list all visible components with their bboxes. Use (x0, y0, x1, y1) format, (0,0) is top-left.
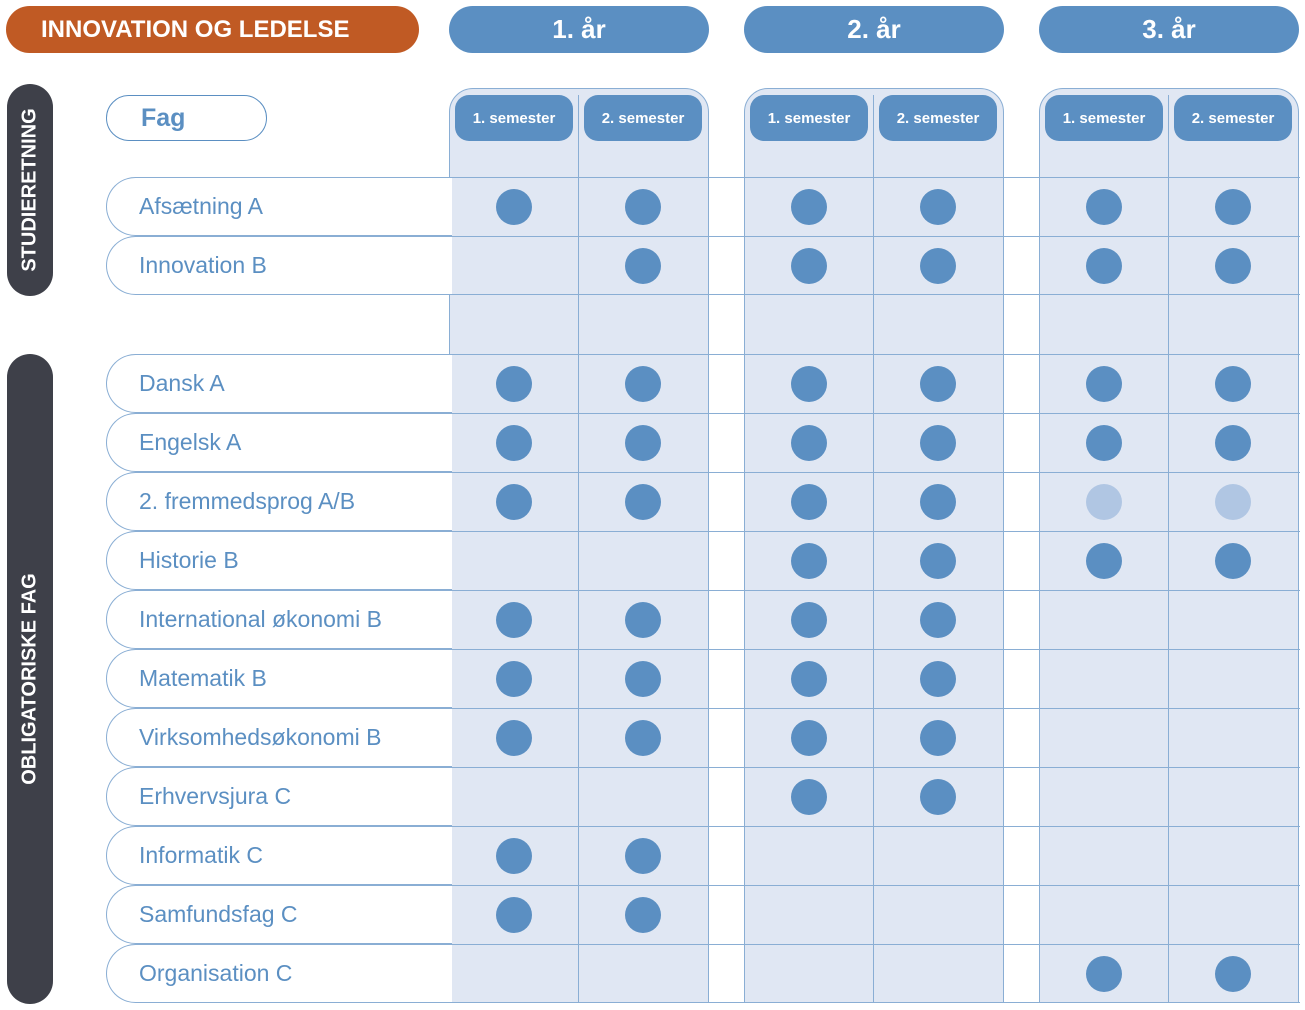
subject-label: Informatik C (106, 826, 452, 885)
year-2-semester-2: 2. semester (879, 95, 997, 141)
mark-dot (920, 543, 956, 579)
mark-dot (625, 602, 661, 638)
mark-dot (920, 425, 956, 461)
row-divider (436, 531, 1300, 532)
mark-dot (920, 248, 956, 284)
mark-dot (791, 602, 827, 638)
mark-dot (791, 366, 827, 402)
mark-dot (791, 248, 827, 284)
optional-mark-dot (1215, 484, 1251, 520)
mark-dot (625, 484, 661, 520)
subject-label: Engelsk A (106, 413, 452, 472)
mark-dot (625, 248, 661, 284)
row-divider (436, 885, 1300, 886)
fag-header: Fag (106, 95, 267, 141)
studieretning-label (7, 84, 53, 296)
row-divider (436, 767, 1300, 768)
mark-dot (496, 366, 532, 402)
subject-label: Organisation C (106, 944, 452, 1003)
mark-dot (496, 838, 532, 874)
year-2-column (744, 88, 1004, 1003)
year-2-header: 2. år (744, 6, 1004, 53)
semester-divider (578, 95, 579, 1003)
mark-dot (791, 484, 827, 520)
mark-dot (496, 661, 532, 697)
mark-dot (920, 720, 956, 756)
semester-divider (1168, 95, 1169, 1003)
semester-divider (873, 95, 874, 1003)
mark-dot (1086, 248, 1122, 284)
mark-dot (1086, 189, 1122, 225)
subject-label: Afsætning A (106, 177, 452, 236)
year-3-column (1039, 88, 1299, 1003)
row-divider (436, 1002, 1300, 1003)
row-divider (436, 236, 1300, 237)
mark-dot (1086, 425, 1122, 461)
mark-dot (625, 838, 661, 874)
row-divider (436, 590, 1300, 591)
subject-label: International økonomi B (106, 590, 452, 649)
mark-dot (625, 661, 661, 697)
mark-dot (1215, 248, 1251, 284)
obligatoriske-label-text: OBLIGATORISKE FAG (18, 573, 41, 785)
mark-dot (625, 189, 661, 225)
mark-dot (920, 661, 956, 697)
mark-dot (1086, 366, 1122, 402)
subject-label: 2. fremmedsprog A/B (106, 472, 452, 531)
mark-dot (920, 366, 956, 402)
mark-dot (1215, 189, 1251, 225)
mark-dot (1086, 956, 1122, 992)
year-1-column (449, 88, 709, 1003)
row-divider (436, 826, 1300, 827)
mark-dot (496, 897, 532, 933)
year-3-semester-1: 1. semester (1045, 95, 1163, 141)
mark-dot (625, 720, 661, 756)
mark-dot (1215, 956, 1251, 992)
row-divider (436, 944, 1300, 945)
row-divider (436, 177, 1300, 178)
mark-dot (1215, 425, 1251, 461)
year-1-semester-1: 1. semester (455, 95, 573, 141)
mark-dot (920, 189, 956, 225)
row-divider (436, 472, 1300, 473)
subject-label: Dansk A (106, 354, 452, 413)
mark-dot (920, 484, 956, 520)
row-divider (436, 354, 1300, 355)
mark-dot (791, 189, 827, 225)
row-divider (436, 708, 1300, 709)
mark-dot (496, 484, 532, 520)
row-divider (436, 649, 1300, 650)
mark-dot (791, 779, 827, 815)
year-3-header: 3. år (1039, 6, 1299, 53)
subject-label: Matematik B (106, 649, 452, 708)
mark-dot (791, 425, 827, 461)
mark-dot (920, 602, 956, 638)
mark-dot (920, 779, 956, 815)
mark-dot (625, 897, 661, 933)
program-title: INNOVATION OG LEDELSE (6, 6, 419, 53)
year-2-semester-1: 1. semester (750, 95, 868, 141)
mark-dot (1215, 366, 1251, 402)
subject-label: Samfundsfag C (106, 885, 452, 944)
subject-label: Innovation B (106, 236, 452, 295)
mark-dot (1086, 543, 1122, 579)
year-1-semester-2: 2. semester (584, 95, 702, 141)
optional-mark-dot (1086, 484, 1122, 520)
row-divider (436, 294, 1300, 295)
mark-dot (791, 661, 827, 697)
mark-dot (1215, 543, 1251, 579)
obligatoriske-label (7, 354, 53, 1004)
year-3-semester-2: 2. semester (1174, 95, 1292, 141)
mark-dot (496, 189, 532, 225)
year-1-header: 1. år (449, 6, 709, 53)
subject-label: Erhvervsjura C (106, 767, 452, 826)
mark-dot (625, 425, 661, 461)
mark-dot (625, 366, 661, 402)
mark-dot (496, 425, 532, 461)
mark-dot (791, 720, 827, 756)
mark-dot (496, 720, 532, 756)
mark-dot (791, 543, 827, 579)
subject-label: Virksomhedsøkonomi B (106, 708, 452, 767)
studieretning-label-text: STUDIERETNING (18, 108, 41, 272)
row-divider (436, 413, 1300, 414)
mark-dot (496, 602, 532, 638)
subject-label: Historie B (106, 531, 452, 590)
